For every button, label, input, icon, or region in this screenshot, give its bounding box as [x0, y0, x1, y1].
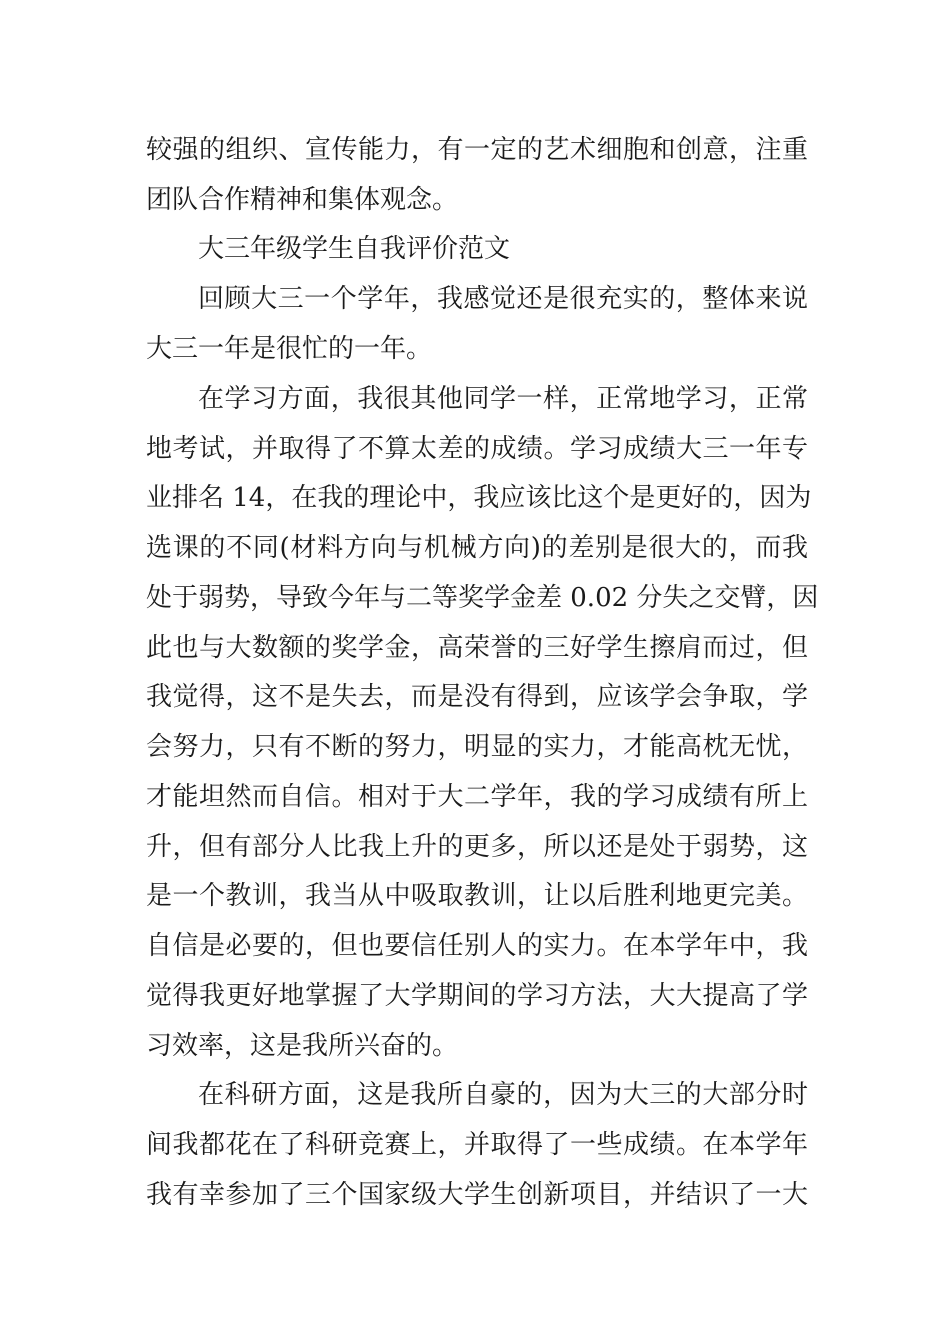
text-line: 习效率，这是我所兴奋的。	[146, 1031, 459, 1061]
text-line: 我有幸参加了三个国家级大学生创新项目，并结识了一大	[146, 1180, 808, 1210]
text-line: 我觉得，这不是失去，而是没有得到，应该学会争取，学	[146, 682, 808, 712]
text-line: 回顾大三一个学年，我感觉还是很充实的，整体来说	[198, 284, 808, 314]
text-line: 地考试，并取得了不算太差的成绩。学习成绩大三一年专	[146, 434, 808, 464]
text-line: 选课的不同(材料方向与机械方向)的差别是很大的，而我	[146, 533, 808, 563]
text-line: 处于弱势，导致今年与二等奖学金差 0.02 分失之交臂，因	[146, 583, 819, 613]
text-line: 觉得我更好地掌握了大学期间的学习方法，大大提高了学	[146, 981, 808, 1011]
section-heading: 大三年级学生自我评价范文	[198, 234, 511, 264]
text-line: 业排名 14，在我的理论中，我应该比这个是更好的，因为	[146, 483, 812, 513]
text-line: 大三一年是很忙的一年。	[146, 334, 433, 364]
text-line: 团队合作精神和集体观念。	[146, 185, 459, 215]
text-line: 间我都花在了科研竞赛上，并取得了一些成绩。在本学年	[146, 1130, 808, 1160]
text-line: 才能坦然而自信。相对于大二学年，我的学习成绩有所上	[146, 782, 808, 812]
text-line: 会努力，只有不断的努力，明显的实力，才能高枕无忧，	[146, 732, 808, 762]
text-line: 此也与大数额的奖学金，高荣誉的三好学生擦肩而过，但	[146, 633, 808, 663]
text-line: 自信是必要的，但也要信任别人的实力。在本学年中，我	[146, 931, 808, 961]
text-line: 在科研方面，这是我所自豪的，因为大三的大部分时	[198, 1080, 808, 1110]
text-line: 较强的组织、宣传能力，有一定的艺术细胞和创意，注重	[146, 135, 808, 165]
text-line: 是一个教训，我当从中吸取教训，让以后胜利地更完美。	[146, 881, 808, 911]
text-line: 升，但有部分人比我上升的更多，所以还是处于弱势，这	[146, 832, 808, 862]
text-line: 在学习方面，我很其他同学一样，正常地学习，正常	[198, 384, 808, 414]
